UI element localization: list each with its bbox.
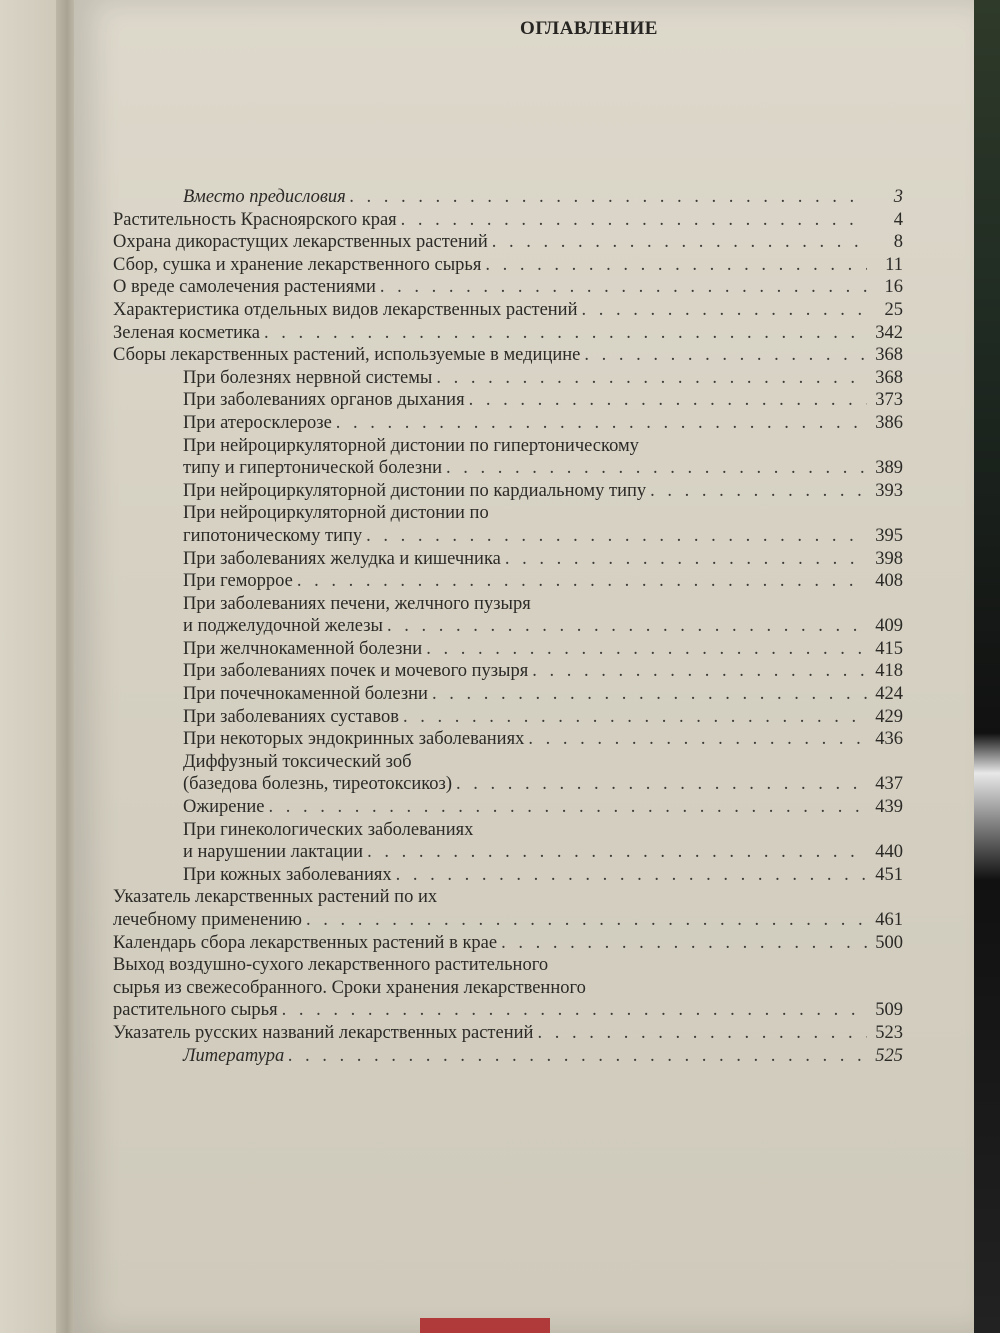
toc-page-number: 451 [875, 864, 903, 885]
toc-entry-title: Литература [183, 1045, 285, 1066]
toc-leader-dots [367, 841, 867, 864]
toc-entry [113, 819, 903, 842]
toc-page-number: 408 [875, 571, 903, 592]
toc-entry-title: сырья из свежесобранного. Сроки хранения лекарственного [113, 977, 586, 998]
toc-entry-title: При нейроциркуляторной дистонии по [183, 503, 489, 524]
toc-entry-title: Охрана дикорастущих лекарственных растений [113, 232, 488, 253]
toc-entry-title: При заболеваниях почек и мочевого пузыря [183, 661, 529, 682]
toc-entry [113, 796, 903, 819]
toc-entry-title: При атеросклерозе [183, 412, 332, 433]
toc-leader-dots [432, 683, 867, 706]
toc-entry-title: При заболеваниях печени, желчного пузыря [183, 593, 531, 614]
toc-entry-title: Характеристика отдельных видов лекарственных растений [113, 299, 578, 320]
toc-page-number: 439 [875, 797, 903, 818]
toc-entry [113, 209, 903, 232]
toc-leader-dots [456, 773, 867, 796]
toc-page-number: 395 [875, 525, 903, 546]
toc-leader-dots [505, 548, 867, 571]
toc-entry [113, 457, 903, 480]
toc-leader-dots [650, 480, 867, 503]
toc-leader-dots [436, 367, 867, 390]
toc-page-number: 342 [875, 322, 903, 343]
toc-entry [113, 367, 903, 390]
toc-entry-title: При заболеваниях органов дыхания [183, 390, 465, 411]
toc-entry [113, 502, 903, 525]
toc-leader-dots [584, 344, 867, 367]
toc-leader-dots [264, 322, 867, 345]
toc-entry [113, 525, 903, 548]
toc-entry-title: Растительность Красноярского края [113, 209, 397, 230]
toc-leader-dots [528, 728, 867, 751]
toc-page-number: 415 [875, 638, 903, 659]
toc-entry [113, 1045, 903, 1068]
toc-page-number: 424 [875, 684, 903, 705]
toc-entry [113, 841, 903, 864]
toc-entry-title: О вреде самолечения растениями [113, 277, 376, 298]
toc-entry-title: При геморрое [183, 571, 293, 592]
toc-entry-title: При нейроциркуляторной дистонии по кардиальному типу [183, 480, 647, 501]
toc-entry [113, 276, 903, 299]
toc-entry [113, 593, 903, 616]
toc-leader-dots [336, 412, 867, 435]
toc-page-number: 525 [875, 1045, 903, 1066]
toc-leader-dots [269, 796, 867, 819]
toc-leader-dots [537, 1022, 867, 1045]
toc-page-number: 386 [875, 412, 903, 433]
toc-entry [113, 886, 903, 909]
toc-entry [113, 480, 903, 503]
toc-entry [113, 1022, 903, 1045]
toc-entry [113, 660, 903, 683]
toc-leader-dots [297, 570, 867, 593]
toc-entry-title: При желчнокаменной болезни [183, 638, 423, 659]
toc-leader-dots [582, 299, 868, 322]
toc-entry [113, 638, 903, 661]
table-of-contents [113, 186, 903, 1067]
toc-entry [113, 706, 903, 729]
toc-entry [113, 548, 903, 571]
toc-entry-title: Сборы лекарственных растений, используемые в медицине [113, 345, 581, 366]
toc-entry-title: и поджелудочной железы [183, 616, 383, 637]
toc-page-number: 398 [875, 548, 903, 569]
toc-entry [113, 932, 903, 955]
toc-entry-title: При гинекологических заболеваниях [183, 819, 474, 840]
toc-entry-title: При нейроциркуляторной дистонии по гипертоническому [183, 435, 639, 456]
toc-page-number: 8 [893, 232, 903, 253]
toc-entry-title: Диффузный токсический зоб [183, 751, 412, 772]
toc-entry-title: При болезнях нервной системы [183, 367, 433, 388]
toc-entry-title: Ожирение [183, 797, 265, 818]
toc-leader-dots [350, 186, 867, 209]
toc-entry-title: Указатель русских названий лекарственных растений [113, 1022, 534, 1043]
toc-entry [113, 999, 903, 1022]
toc-page-number: 440 [875, 842, 903, 863]
toc-leader-dots [387, 615, 867, 638]
toc-leader-dots [446, 457, 867, 480]
toc-page-number: 368 [875, 345, 903, 366]
toc-page-number: 418 [875, 661, 903, 682]
toc-entry [113, 254, 903, 277]
toc-entry-title: Сбор, сушка и хранение лекарственного сырья [113, 254, 482, 275]
bottom-cover-strip [420, 1318, 550, 1333]
toc-page-number: 368 [875, 367, 903, 388]
toc-page-number: 461 [875, 910, 903, 930]
toc-entry [113, 683, 903, 706]
toc-entry [113, 864, 903, 887]
toc-leader-dots [469, 389, 867, 412]
toc-entry-title: При заболеваниях суставов [183, 706, 399, 727]
page-title: ОГЛАВЛЕНИЕ [520, 18, 658, 39]
toc-leader-dots [492, 231, 867, 254]
toc-page-number: 25 [884, 299, 903, 320]
toc-entry [113, 773, 903, 796]
toc-entry-title: Указатель лекарственных растений по их [113, 887, 438, 908]
toc-entry [113, 322, 903, 345]
toc-entry [113, 231, 903, 254]
toc-entry-title: гипотоническому типу [183, 525, 363, 546]
toc-entry [113, 615, 903, 638]
toc-page-number: 3 [893, 187, 903, 207]
toc-entry-title: Вместо предисловия [183, 187, 346, 207]
toc-page-number: 500 [875, 932, 903, 953]
toc-entry-title: При почечнокаменной болезни [183, 684, 428, 705]
toc-page-number: 16 [884, 277, 903, 298]
toc-entry [113, 186, 903, 209]
toc-entry-title: лечебному применению [113, 910, 302, 930]
toc-leader-dots [288, 1045, 867, 1068]
toc-page-number: 523 [875, 1022, 903, 1043]
toc-leader-dots [380, 276, 867, 299]
toc-leader-dots [532, 660, 867, 683]
toc-leader-dots [396, 864, 867, 887]
toc-entry-title: растительного сырья [113, 1000, 278, 1021]
toc-leader-dots [501, 932, 867, 955]
toc-leader-dots [282, 999, 867, 1022]
toc-entry-title: Календарь сбора лекарственных растений в крае [113, 932, 498, 953]
toc-page-number: 429 [875, 706, 903, 727]
toc-entry-title: При заболеваниях желудка и кишечника [183, 548, 501, 569]
toc-entry [113, 954, 903, 977]
toc-entry [113, 344, 903, 367]
toc-entry-title: и нарушении лактации [183, 842, 364, 863]
toc-entry [113, 977, 903, 1000]
toc-page-number: 4 [893, 209, 903, 230]
toc-entry-title: При кожных заболеваниях [183, 864, 392, 885]
toc-entry [113, 728, 903, 751]
toc-entry-title: Зеленая косметика [113, 322, 260, 343]
toc-page-number: 389 [875, 458, 903, 479]
toc-entry [113, 751, 903, 774]
toc-page-number: 373 [875, 390, 903, 411]
toc-leader-dots [306, 909, 867, 932]
toc-page-number: 509 [875, 1000, 903, 1021]
toc-entry [113, 909, 903, 932]
toc-leader-dots [366, 525, 867, 548]
toc-entry [113, 412, 903, 435]
toc-entry-title: При некоторых эндокринных заболеваниях [183, 729, 525, 750]
toc-entry-title: типу и гипертонической болезни [183, 458, 442, 479]
toc-leader-dots [403, 706, 867, 729]
toc-leader-dots [485, 254, 867, 277]
toc-leader-dots [426, 638, 867, 661]
toc-entry [113, 570, 903, 593]
toc-entry [113, 435, 903, 458]
toc-leader-dots [401, 209, 867, 232]
toc-page-number: 393 [875, 480, 903, 501]
toc-entry [113, 299, 903, 322]
toc-entry-title: Выход воздушно-сухого лекарственного растительного [113, 955, 549, 976]
toc-page-number: 437 [875, 774, 903, 795]
toc-entry [113, 389, 903, 412]
toc-page-number: 436 [875, 729, 903, 750]
toc-entry-title: (базедова болезнь, тиреотоксикоз) [183, 774, 452, 795]
toc-page-number: 409 [875, 616, 903, 637]
toc-page-number: 11 [885, 254, 903, 275]
